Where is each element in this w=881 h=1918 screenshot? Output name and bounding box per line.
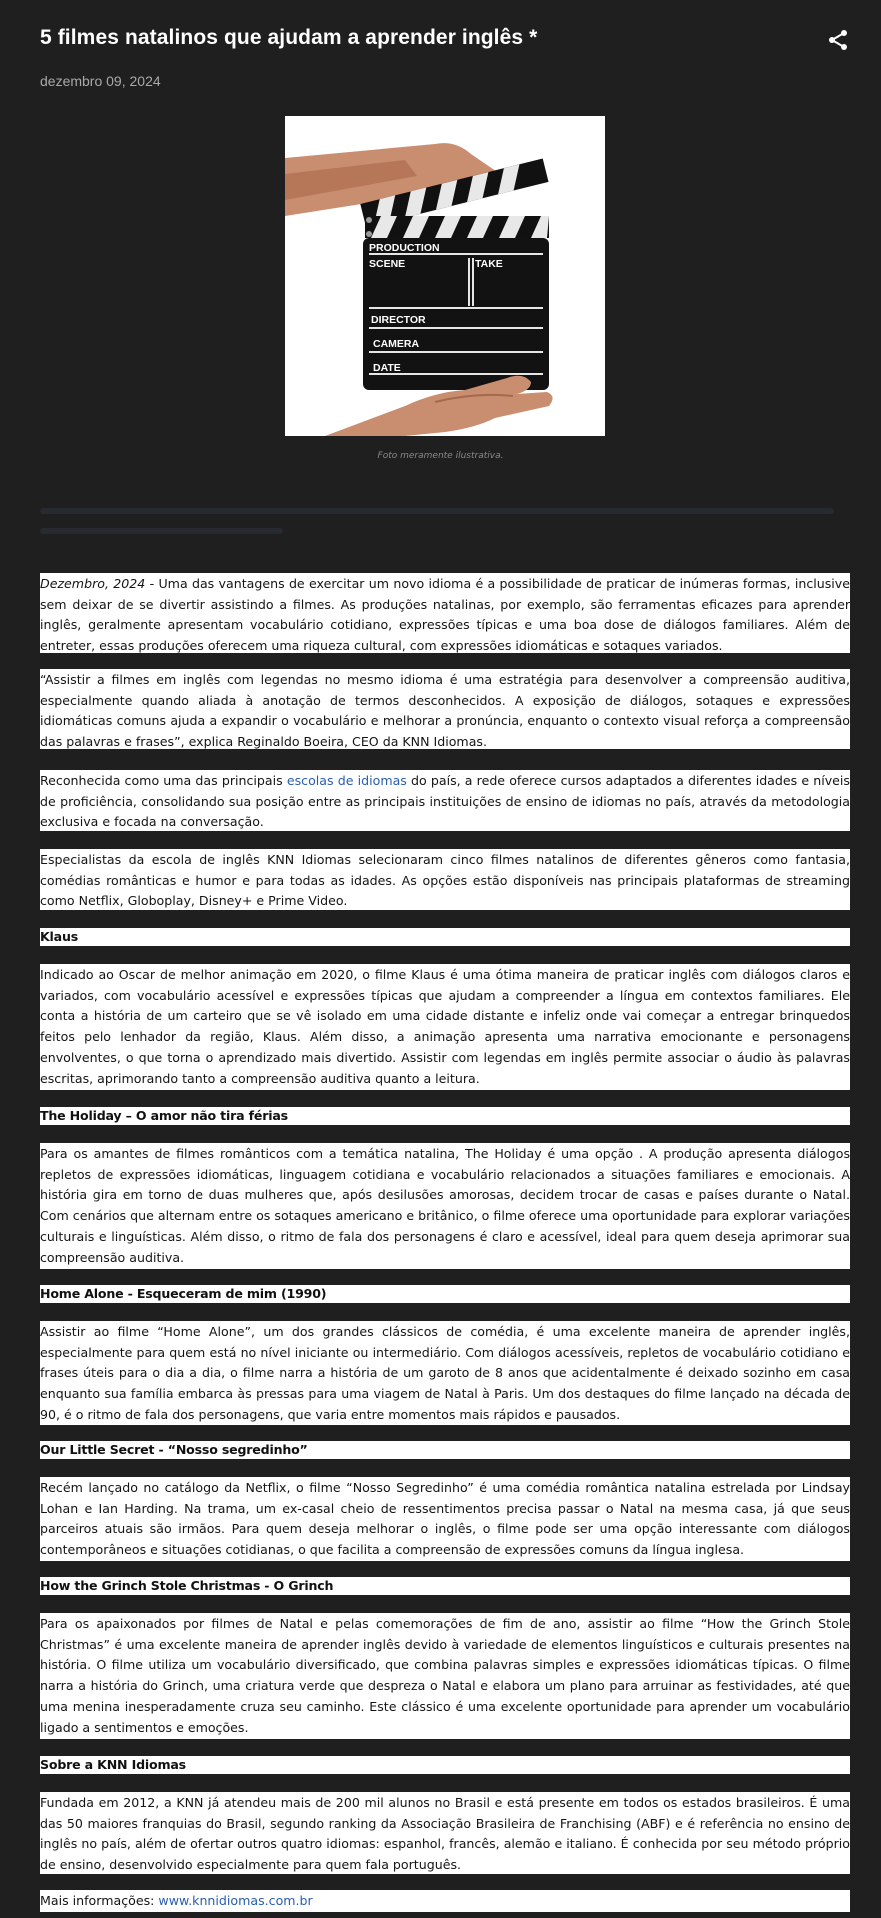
slate-director-label: DIRECTOR	[371, 314, 426, 326]
specialists-paragraph: Especialistas da escola de inglês KNN Idiomas selecionaram cinco filmes natalinos de diferentes gêneros como fantasia, comédias românticas e humor e para todas as idades. As opções estão disponíveis nas principais plataformas de streaming como Netflix, Globoplay, Disney+ e Prime Video.	[40, 849, 850, 910]
slate-date-label: DATE	[373, 362, 401, 374]
about-text: Fundada em 2012, a KNN já atendeu mais de 200 mil alunos no Brasil e está presente em todos os estados brasileiros. É uma das 50 maiores franquias do Brasil, segundo ranking da Associação Brasileira de Franchising (ABF) e é referência no ensino de inglês no país, além de ofertar outros quatro idiomas: espanhol, francês, alemão e italiano. É conhecida por seu método próprio de ensino, desenvolvido especialmente para quem fala português.	[40, 1792, 850, 1874]
language-schools-link[interactable]: escolas de idiomas	[286, 773, 407, 788]
share-icon[interactable]	[826, 28, 850, 52]
more-info-line	[40, 1890, 850, 1912]
film-text-the-holiday: Para os amantes de filmes românticos com a temática natalina, The Holiday é uma opção . A produção apresenta diálogos repletos de expressões idiomáticas, linguagem cotidiana e vocabulário relacionados a situações familiares e emocionais. A história gira em torno de duas mulheres que, após desilusões amorosas, decidem trocar de casas e países durante o Natal. Com cenários que alternam entre os sotaques americano e britânico, o filme oferece uma oportunidade para explorar variações culturais e linguísticas. Além disso, o ritmo de fala dos personagens é claro e acessível, ideal para quem deseja aprimorar sua compreensão auditiva.	[40, 1143, 850, 1269]
slate-take-label: TAKE	[475, 258, 503, 270]
recognized-paragraph	[40, 770, 850, 831]
intro-text: - Uma das vantagens de exercitar um novo idioma é a possibilidade de praticar de inúmeras formas, inclusive sem deixar de se divertir assistindo a filmes. As produções natalinas, por exemplo, são ferramentas eficazes para aprender inglês, geralmente apresentam vocabulário cotidiano, expressões típicas e uma boa dose de diálogos familiares. Além de entreter, essas produções oferecem uma riqueza cultural, com expressões idiomáticas e sotaques variados.	[40, 576, 850, 653]
post-date: dezembro 09, 2024	[40, 73, 161, 89]
film-text-home-alone: Assistir ao filme “Home Alone”, um dos grandes clássicos de comédia, é uma excelente maneira de aprender inglês, especialmente para quem está no nível iniciante ou intermediário. Com diálogos acessíveis, repletos de vocabulário cotidiano e frases úteis para o dia a dia, o filme narra a história de um garoto de 8 anos que acidentalmente é deixado sozinho em casa enquanto sua família embarca às pressas para uma viagem de Natal à Paris. Um dos destaques do filme lançado na década de 90, é o ritmo de fala dos personagens, que varia entre momentos mais rápidos e pausados.	[40, 1321, 850, 1425]
film-heading-our-little-secret: Our Little Secret - “Nosso segredinho”	[40, 1441, 850, 1459]
film-heading-home-alone: Home Alone - Esqueceram de mim (1990)	[40, 1285, 850, 1303]
film-text-our-little-secret: Recém lançado no catálogo da Netflix, o filme “Nosso Segredinho” é uma comédia romântica natalina estrelada por Lindsay Lohan e Ian Harding. Na trama, um ex-casal cheio de ressentimentos precisa passar o Natal na mesma casa, já que seus parceiros atuais são irmãos. Para quem deseja melhorar o inglês, o filme pode ser uma opção interessante com diálogos contemporâneos e situações cotidianas, o que facilita a compreensão de expressões comuns da língua inglesa.	[40, 1477, 850, 1561]
faded-text-placeholder	[40, 508, 850, 554]
slate-production-label: PRODUCTION	[369, 242, 440, 254]
recognized-text-after: do país, a rede oferece cursos adaptados a diferentes idades e níveis de proficiência, consolidando sua posição entre as principais instituições de ensino de idiomas no país, através da metodologia exclusiva e focada na conversação.	[40, 773, 850, 830]
film-heading-the-holiday: The Holiday – O amor não tira férias	[40, 1107, 850, 1125]
quote-paragraph: “Assistir a filmes em inglês com legendas no mesmo idioma é uma estratégia para desenvolver a compreensão auditiva, especialmente quando aliada à anotação de termos desconhecidos. A exposição de diálogos, sotaques e expressões idiomáticas comuns ajuda a expandir o vocabulário e melhorar a pronúncia, enquanto o contexto visual reforça a compreensão das palavras e frases”, explica Reginaldo Boeira, CEO da KNN Idiomas.	[40, 669, 850, 749]
intro-date: Dezembro, 2024	[40, 576, 146, 591]
intro-paragraph	[40, 573, 850, 653]
film-heading-klaus: Klaus	[40, 928, 850, 946]
film-text-klaus: Indicado ao Oscar de melhor animação em 2020, o filme Klaus é uma ótima maneira de praticar inglês com diálogos claros e variados, com vocabulário acessível e expressões típicas que ajudam a compreender a língua em contextos familiares. Ele conta a história de um carteiro que se vê isolado em uma cidade distante e infeliz onde vai começar a entregar brinquedos feitos pelo lenhador da região, Klaus. Além disso, a animação apresenta uma narrativa emocionante e personagens envolventes, o que torna o aprendizado mais divertido. Assistir com legendas em inglês permite associar o áudio às palavras escritas, aprimorando tanto a compreensão auditiva quanto a leitura.	[40, 964, 850, 1090]
slate-camera-label: CAMERA	[373, 338, 420, 350]
film-heading-grinch: How the Grinch Stole Christmas - O Grinch	[40, 1577, 850, 1595]
image-caption: Foto meramente ilustrativa.	[377, 451, 504, 461]
post-title: 5 filmes natalinos que ajudam a aprender inglês *	[40, 26, 538, 49]
recognized-text-before: Reconhecida como uma das principais	[40, 773, 287, 788]
slate-scene-label: SCENE	[369, 258, 406, 270]
clapperboard-image	[285, 116, 605, 436]
film-text-grinch: Para os apaixonados por filmes de Natal e pelas comemorações de fim de ano, assistir ao filme “How the Grinch Stole Christmas” é uma excelente maneira de aprender inglês devido à variedade de elementos linguísticos e culturais presentes na história. O filme utiliza um vocabulário diversificado, que combina palavras simples e expressões idiomáticas típicas. O filme narra a história do Grinch, uma criatura verde que despreza o Natal e elabora um plano para arruinar as festividades, até que uma menina inesperadamente cruza seu caminho. Este clássico é uma excelente oportunidade para aprender um vocabulário ligado a sentimentos e emoções.	[40, 1613, 850, 1739]
more-info-label: Mais informações:	[40, 1893, 159, 1908]
knn-website-link[interactable]: www.knnidiomas.com.br	[158, 1893, 313, 1908]
about-heading: Sobre a KNN Idiomas	[40, 1756, 850, 1774]
clapperboard-photo[interactable]	[285, 116, 605, 436]
